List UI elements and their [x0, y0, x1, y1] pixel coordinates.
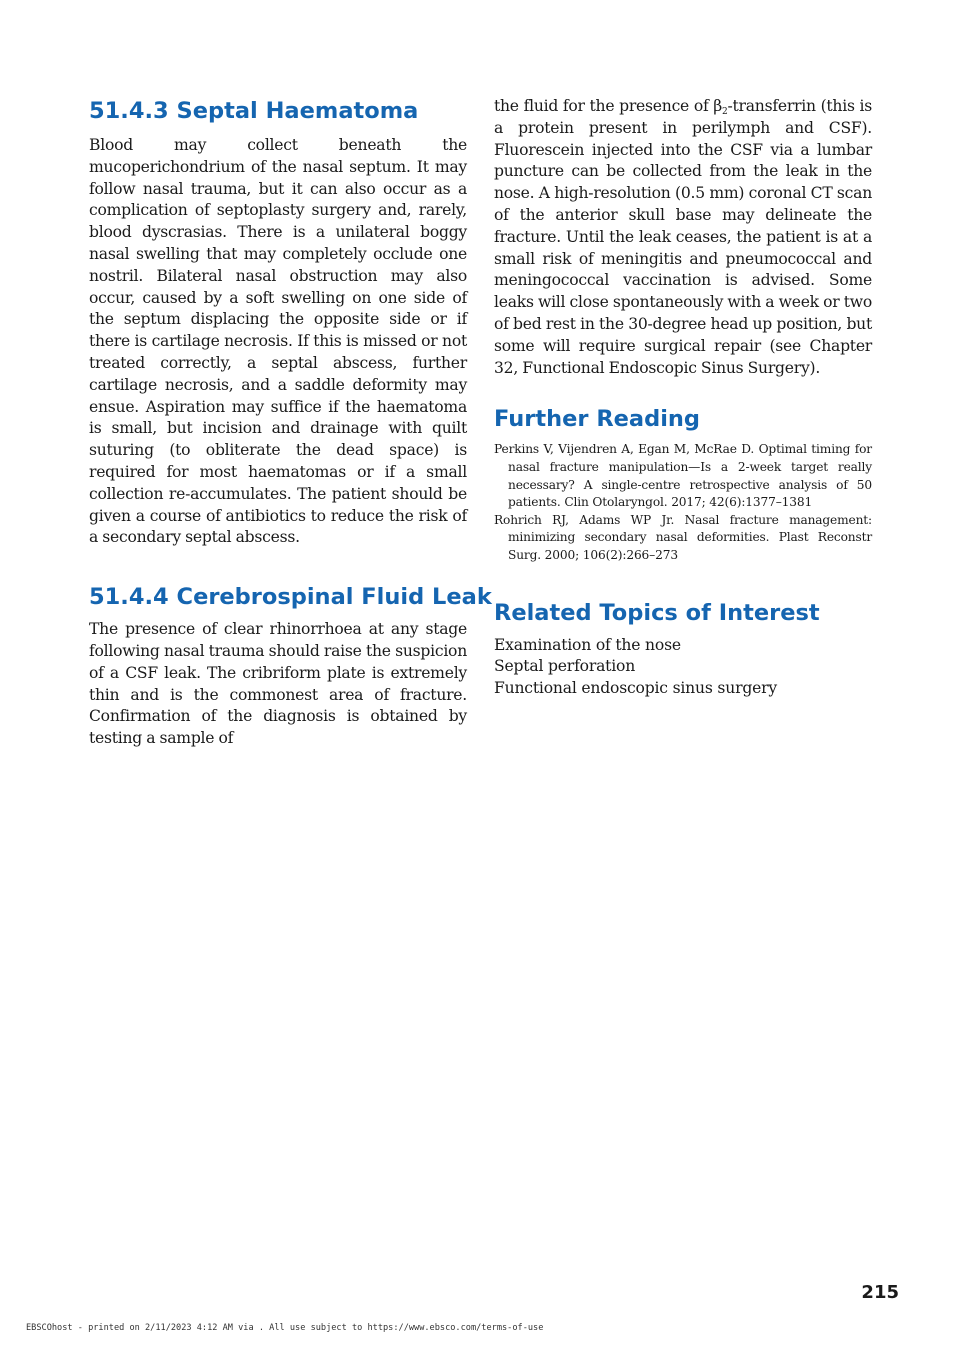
section-heading-septal-haematoma: 51.4.3 Septal Haematoma — [89, 98, 419, 124]
footer-note: EBSCOhost - printed on 2/11/2023 4:12 AM via . All use subject to https://www.ebsco.com/terms-of-use — [26, 1323, 544, 1333]
related-topic-item: Septal perforation — [494, 657, 636, 676]
continuation-text-end: -transferrin (this is a protein present in perilymph and CSF). Fluorescein injected into the CSF via a lumbar puncture can be collected from the leak in the nose. A high-resolution (0.5 mm) coronal CT scan of the anterior skull base may delineate the fracture. Until the leak ceases, the patient is at a small risk of meningitis and pneumococcal and meningococcal vaccination is advised. Some leaks will close spontaneously with a week or two of bed rest in the 30-degree head up position, but some will require surgical repair (see Chapter 32, Functional Endoscopic Sinus Surgery). — [494, 97, 872, 377]
reference-item: Perkins V, Vijendren A, Egan M, McRae D. Optimal timing for nasal fracture manipulation—Is a 2-week target really necessary? A single-centre retrospective analysis of 50 patients. Clin Otolaryngol. 2017; 42(6):1377–1381 — [494, 442, 872, 510]
related-topic-item: Examination of the nose — [494, 635, 681, 654]
reference-list — [494, 441, 872, 564]
further-reading-heading: Further Reading — [494, 406, 701, 433]
beta-subscript: 2 — [722, 107, 728, 117]
reference-item: Rohrich RJ, Adams WP Jr. Nasal fracture management: minimizing secondary nasal deformities. Plast Reconstr Surg. 2000; 106(2):266–273 — [494, 512, 872, 562]
section-heading-csf-leak: 51.4.4 Cerebrospinal Fluid Leak — [89, 584, 492, 611]
related-topics-list — [494, 635, 872, 700]
continuation-text-start: the fluid for the presence of β — [494, 97, 723, 115]
right-column — [494, 96, 872, 699]
csf-leak-paragraph: The presence of clear rhinorrhoea at any stage following nasal trauma should raise the suspicion of a CSF leak. The cribriform plate is extremely thin and is the commonest area of fracture. Confirmation of the diagnosis is obtained by testing a sample of — [89, 620, 467, 748]
septal-haematoma-paragraph: Blood may collect beneath the mucoperichondrium of the nasal septum. It may follow nasal trauma, but it can also occur as a complication of septoplasty surgery and, rarely, blood dyscrasias. There is a unilateral boggy nasal swelling that may completely occlude one nostril. Bilateral nasal obstruction may also occur, caused by a soft swelling on one side of the septum displacing the opposite side or if there is cartilage necrosis. If this is missed or not treated correctly, a septal abscess, further cartilage necrosis, and a saddle deformity may ensue. Aspiration may suffice if the haematoma is small, but incision and drainage with quilt suturing (to obliterate the dead space) is required for most haematomas or if a small collection re-accumulates. The patient should be given a course of antibiotics to reduce the risk of a secondary septal abscess. — [89, 136, 467, 547]
left-column — [89, 96, 492, 750]
page-number: 215 — [861, 1282, 899, 1303]
csf-leak-continuation-paragraph — [494, 96, 872, 379]
related-topic-item: Functional endoscopic sinus surgery — [494, 678, 777, 697]
related-topics-heading: Related Topics of Interest — [494, 599, 820, 626]
